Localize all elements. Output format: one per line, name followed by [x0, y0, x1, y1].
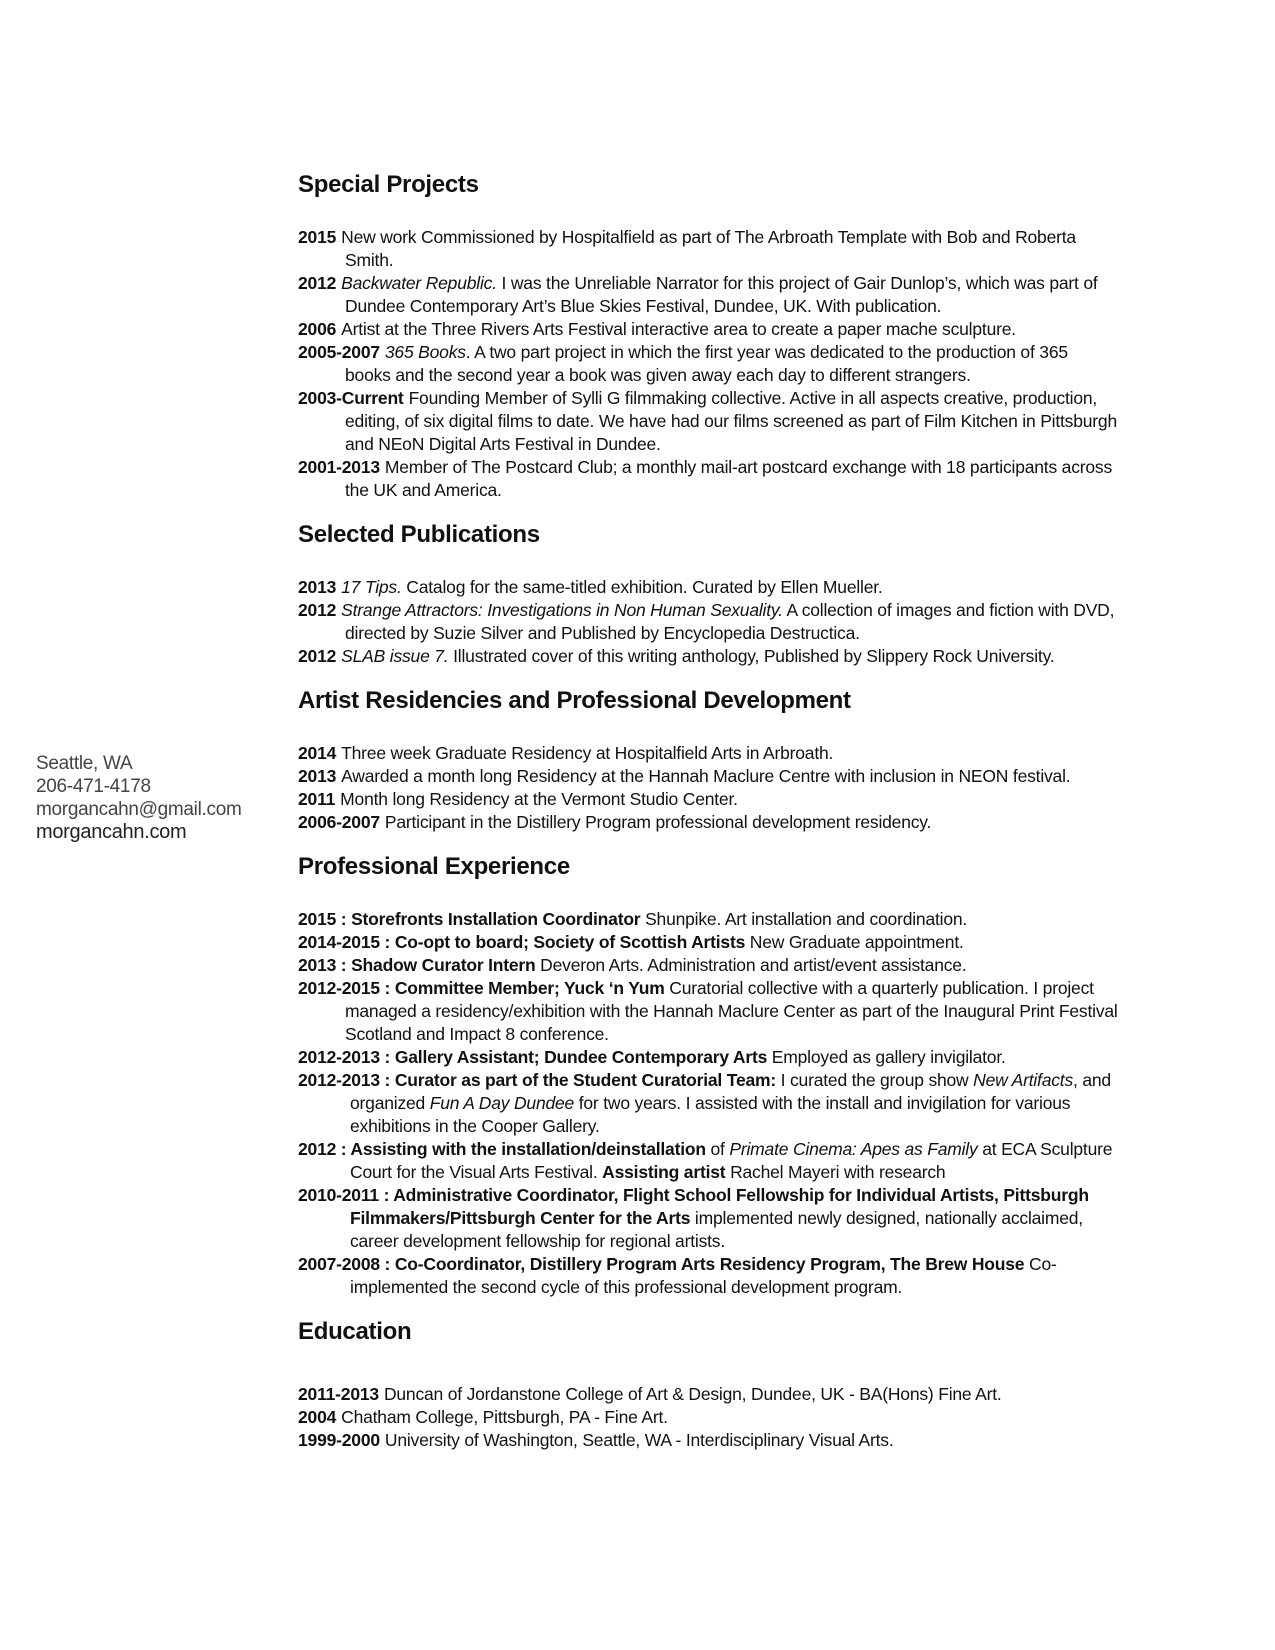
entry-work-title: 365 Books: [384, 342, 466, 362]
section-title: Selected Publications: [298, 521, 540, 548]
entry-text: New Graduate appointment.: [745, 932, 964, 952]
cv-entry: [298, 908, 1118, 931]
entry-work-title: Primate Cinema: Apes as Family: [729, 1139, 978, 1159]
entry-date: 2015 :: [298, 909, 347, 929]
cv-entry: [298, 742, 1118, 765]
section-selected-publications: [298, 520, 1118, 668]
entry-work-title: 17 Tips.: [341, 577, 402, 597]
entry-role: Curator as part of the Student Curatorial Team:: [390, 1070, 777, 1090]
entry-text: Shunpike. Art installation and coordination.: [640, 909, 968, 929]
entry-date: 2010-2011 :: [298, 1185, 390, 1205]
section-special-projects: [298, 170, 1118, 502]
entry-date: 2011-2013: [298, 1384, 379, 1404]
cv-entry: [298, 931, 1118, 954]
entry-role: Assisting artist: [602, 1162, 726, 1182]
contact-email: morgancahn@gmail.com: [36, 799, 242, 820]
entry-date: 2012-2013 :: [298, 1047, 391, 1067]
entry-date: 2004: [298, 1407, 337, 1427]
entry-text: Curatorial collective with a quarterly publication. I project managed a residency/exhibition with the Hannah Maclure Center as part of the Inaugural Print Festival Scotland and Impact 8 conference.: [345, 978, 1118, 1044]
entry-date: 2011: [298, 789, 336, 809]
entry-role: Gallery Assistant; Dundee Contemporary Arts: [390, 1047, 768, 1067]
cv-entry: [298, 456, 1118, 502]
cv-entry: [298, 1253, 1118, 1299]
entry-text: I curated the group show: [776, 1070, 974, 1090]
entry-date: 1999-2000: [298, 1430, 380, 1450]
cv-entry: [298, 1383, 1118, 1406]
cv-entry: [298, 226, 1118, 272]
entry-date: 2003-Current: [298, 388, 404, 408]
entry-text: University of Washington, Seattle, WA - Interdisciplinary Visual Arts.: [384, 1430, 894, 1450]
entry-date: 2012: [298, 600, 337, 620]
entry-date: 2014-2015 :: [298, 932, 391, 952]
entry-text: Participant in the Distillery Program professional development residency.: [384, 812, 932, 832]
entry-text: Month long Residency at the Vermont Studio Center.: [340, 789, 738, 809]
entry-text: Awarded a month long Residency at the Hannah Maclure Centre with inclusion in NEON festival.: [341, 766, 1071, 786]
entry-role: Administrative Coordinator, Flight School Fellowship for Individual Artists, Pittsburgh Filmmakers/Pittsburgh Center for the Arts: [350, 1185, 1089, 1228]
entry-date: 2006: [298, 319, 337, 339]
entry-text: , and organized: [350, 1070, 1111, 1113]
contact-website: morgancahn.com: [36, 821, 187, 843]
entry-work-title: Backwater Republic.: [341, 273, 497, 293]
entry-work-title: New Artifacts: [973, 1070, 1073, 1090]
entry-text: Illustrated cover of this writing anthology, Published by Slippery Rock University.: [448, 646, 1055, 666]
entry-text: of: [705, 1139, 730, 1159]
entry-role: Storefronts Installation Coordinator: [346, 909, 641, 929]
entry-work-title: Fun A Day Dundee: [429, 1093, 575, 1113]
entry-text: Deveron Arts. Administration and artist/event assistance.: [535, 955, 967, 975]
entry-text: A collection of images and fiction with DVD, directed by Suzie Silver and Published by Encyclopedia Destructica.: [345, 600, 1115, 643]
entry-text: Catalog for the same-titled exhibition. Curated by Ellen Mueller.: [401, 577, 883, 597]
entry-work-title: Strange Attractors: Investigations in Non Human Sexuality.: [341, 600, 783, 620]
contact-phone: 206-471-4178: [36, 776, 151, 797]
entry-text: Artist at the Three Rivers Arts Festival interactive area to create a paper mache sculpture.: [341, 319, 1016, 339]
entry-text: . A two part project in which the first year was dedicated to the production of 365 books and the second year a book was given away each day to different strangers.: [345, 342, 1068, 385]
cv-entry: [298, 811, 1118, 834]
cv-entry: [298, 1184, 1118, 1253]
entry-date: 2014: [298, 743, 337, 763]
entry-text: for two years. I assisted with the install and invigilation for various exhibitions in the Cooper Gallery.: [350, 1093, 1071, 1136]
entry-text: New work Commissioned by Hospitalfield as part of The Arbroath Template with Bob and Roberta Smith.: [341, 227, 1076, 270]
cv-entry: [298, 341, 1118, 387]
entry-date: 2012-2015 :: [298, 978, 391, 998]
cv-entry: [298, 1138, 1118, 1184]
entry-role: Co-opt to board; Society of Scottish Artists: [390, 932, 746, 952]
entry-text: Chatham College, Pittsburgh, PA - Fine Art.: [341, 1407, 668, 1427]
entry-date: 2015: [298, 227, 337, 247]
entry-text: Member of The Postcard Club; a monthly mail-art postcard exchange with 18 participants across the UK and America.: [345, 457, 1113, 500]
entry-role: Shadow Curator Intern: [346, 955, 536, 975]
entry-date: 2012-2013 :: [298, 1070, 391, 1090]
section-title: Artist Residencies and Professional Development: [298, 687, 851, 714]
cv-entry: [298, 599, 1118, 645]
cv-entry: [298, 387, 1118, 456]
section-title: Education: [298, 1318, 412, 1345]
contact-location: Seattle, WA: [36, 753, 133, 774]
cv-main: [298, 170, 1118, 1470]
cv-entry: [298, 318, 1118, 341]
section-title: Professional Experience: [298, 853, 570, 880]
cv-entry: [298, 272, 1118, 318]
entry-text: Duncan of Jordanstone College of Art & Design, Dundee, UK - BA(Hons) Fine Art.: [383, 1384, 1002, 1404]
entry-text: Three week Graduate Residency at Hospitalfield Arts in Arbroath.: [341, 743, 834, 763]
cv-entry: [298, 576, 1118, 599]
entry-text: Rachel Mayeri with research: [725, 1162, 946, 1182]
entry-text: implemented newly designed, nationally acclaimed, career development fellowship for regional artists.: [350, 1208, 1083, 1251]
entry-text: at ECA Sculpture Court for the Visual Arts Festival.: [350, 1139, 1113, 1182]
cv-entry: [298, 1429, 1118, 1452]
entry-date: 2013: [298, 766, 337, 786]
cv-entry: [298, 765, 1118, 788]
entry-date: 2006-2007: [298, 812, 380, 832]
contact-sidebar: [36, 752, 266, 844]
entry-date: 2001-2013: [298, 457, 380, 477]
cv-entry: [298, 1406, 1118, 1429]
cv-entry: [298, 954, 1118, 977]
entry-date: 2007-2008 :: [298, 1254, 391, 1274]
cv-entry: [298, 645, 1118, 668]
section-residencies: [298, 686, 1118, 834]
section-title: Special Projects: [298, 171, 479, 198]
entry-date: 2012: [298, 646, 337, 666]
entry-role: Committee Member; Yuck ‘n Yum: [390, 978, 665, 998]
entry-date: 2005-2007: [298, 342, 380, 362]
entry-text: Founding Member of Sylli G filmmaking collective. Active in all aspects creative, production, editing, of six digital films to date. We have had our films screened as part of Film Kitchen in Pittsburgh and NEoN Digital Arts Festival in Dundee.: [345, 388, 1117, 454]
entry-text: I was the Unreliable Narrator for this project of Gair Dunlop’s, which was part of Dundee Contemporary Art’s Blue Skies Festival, Dundee, UK. With publication.: [345, 273, 1098, 316]
section-education: [298, 1317, 1118, 1452]
entry-role: Assisting with the installation/deinstallation: [346, 1139, 706, 1159]
cv-entry: [298, 1046, 1118, 1069]
entry-work-title: SLAB issue 7.: [341, 646, 449, 666]
cv-entry: [298, 977, 1118, 1046]
entry-date: 2012 :: [298, 1139, 347, 1159]
entry-date: 2013: [298, 577, 337, 597]
entry-date: 2012: [298, 273, 337, 293]
entry-role: Co-Coordinator, Distillery Program Arts Residency Program, The Brew House: [390, 1254, 1025, 1274]
entry-text: Co-implemented the second cycle of this professional development program.: [350, 1254, 1057, 1297]
entry-text: Employed as gallery invigilator.: [767, 1047, 1006, 1067]
cv-entry: [298, 1069, 1118, 1138]
entry-date: 2013 :: [298, 955, 347, 975]
cv-entry: [298, 788, 1118, 811]
section-professional-experience: [298, 852, 1118, 1299]
